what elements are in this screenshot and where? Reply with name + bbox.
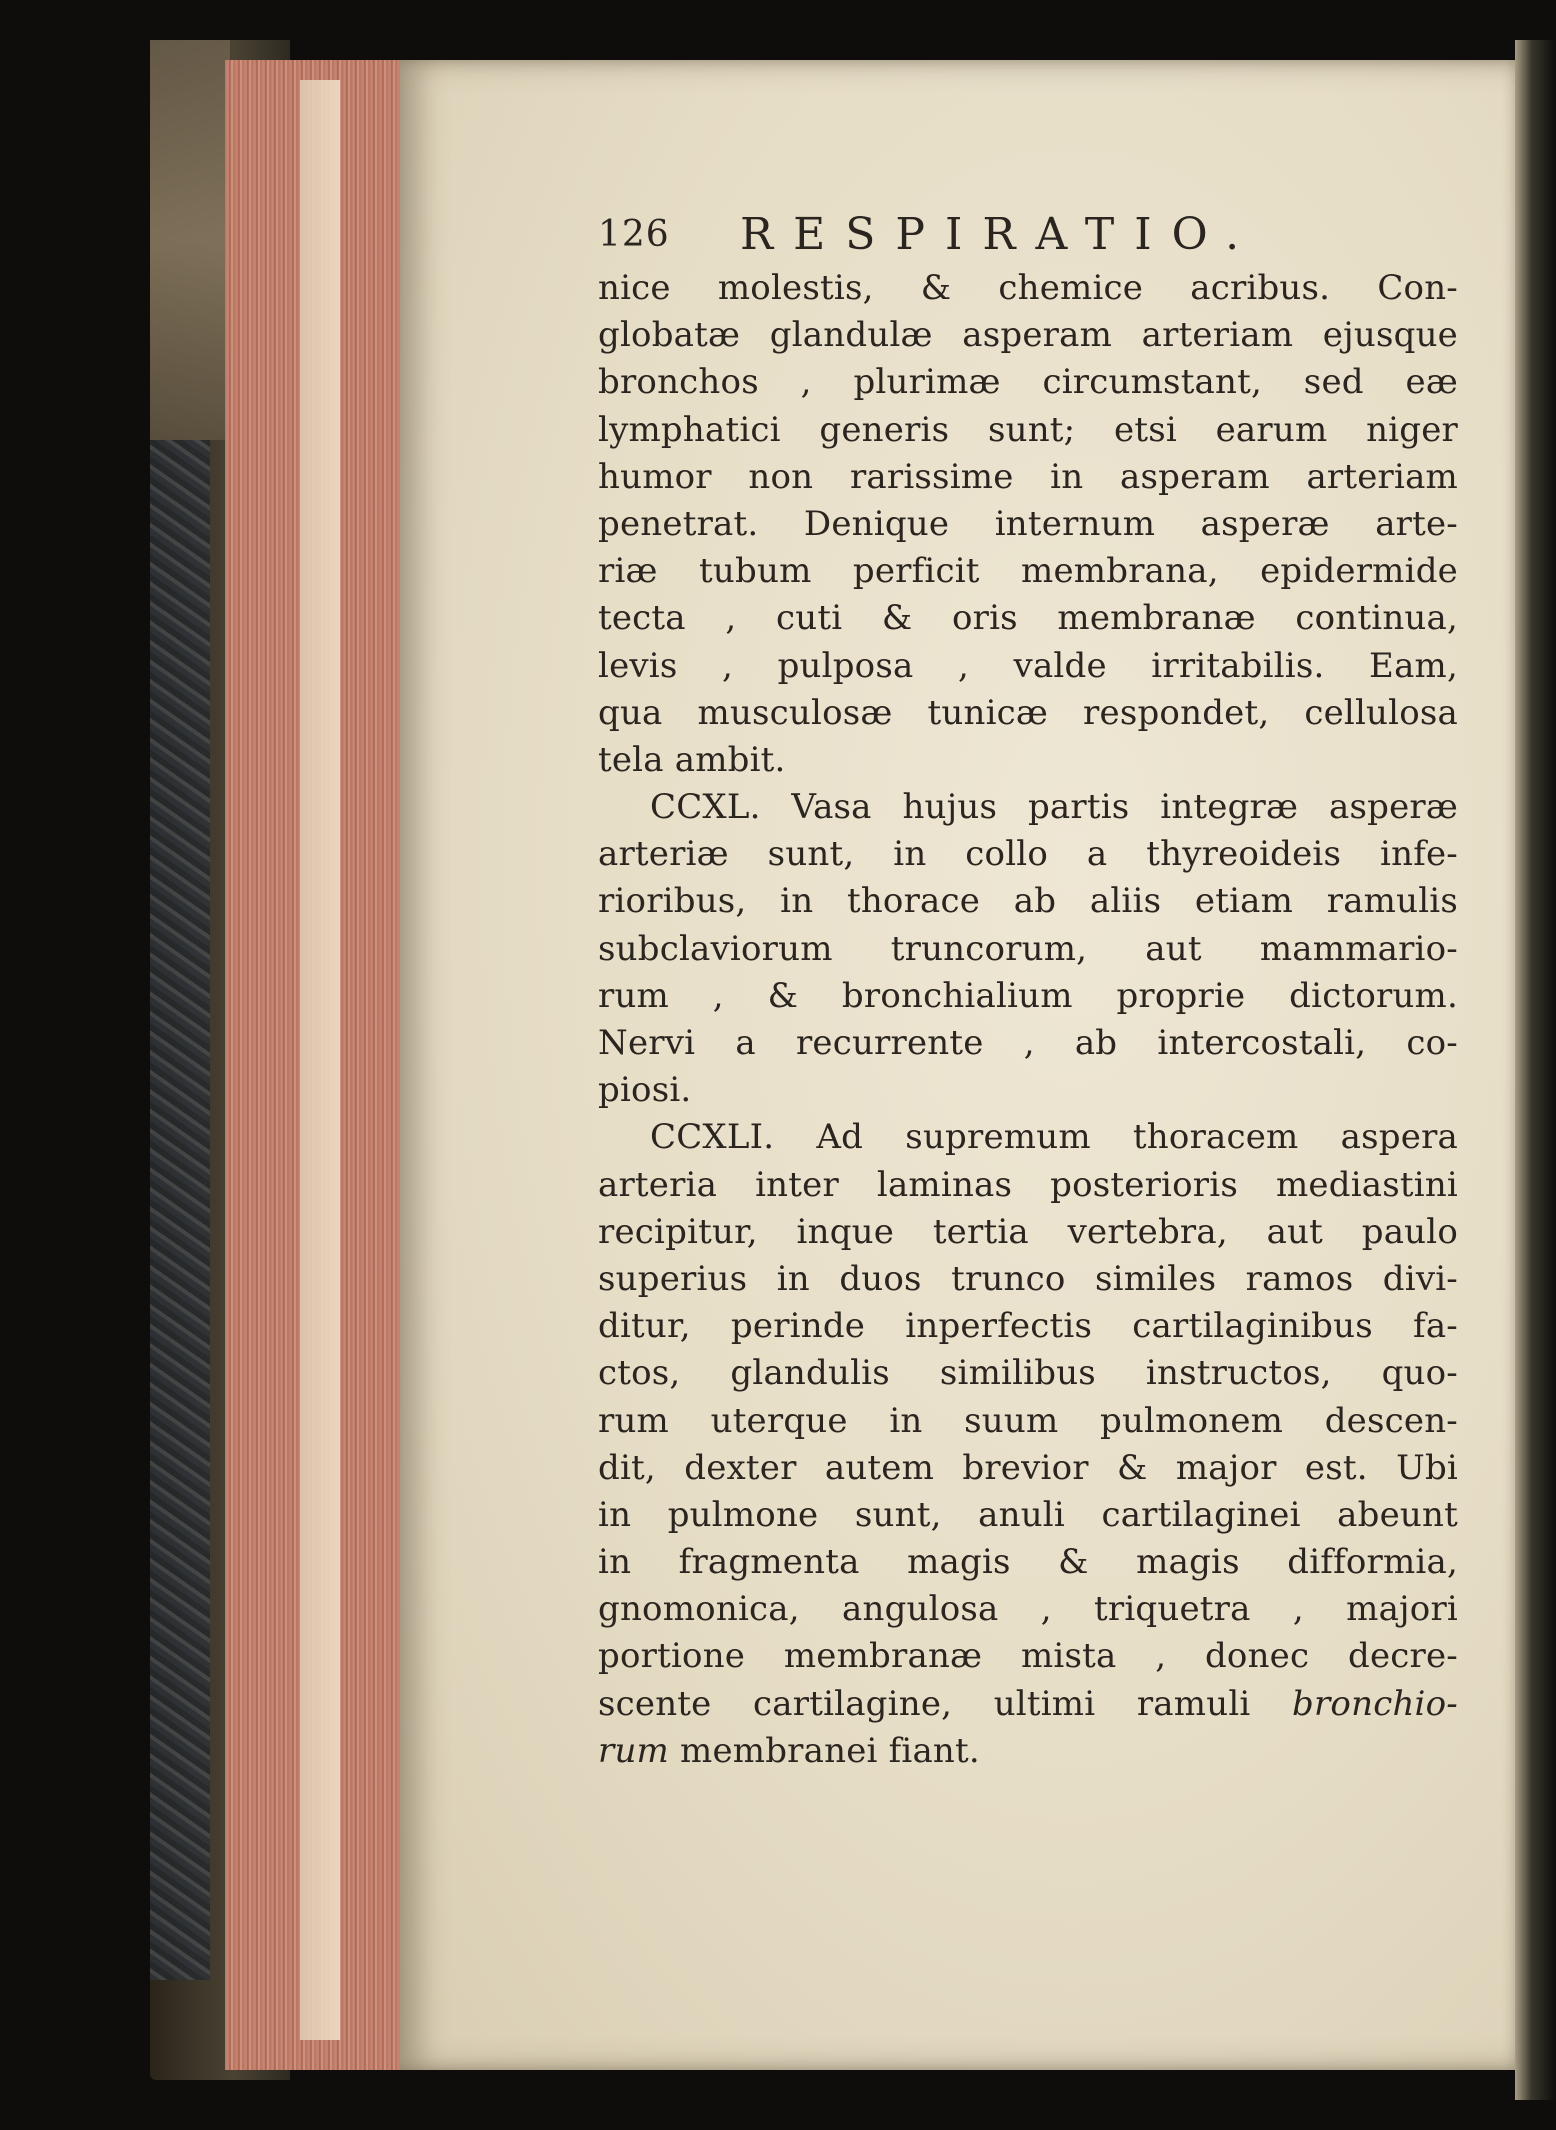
text-line xyxy=(598,1350,1458,1397)
line-text: scente cartilagine, ultimi ramuli xyxy=(598,1683,1251,1724)
line-text: lymphatici generis sunt; etsi earum niger xyxy=(598,409,1458,450)
text-line xyxy=(598,690,1458,737)
text-line xyxy=(598,1633,1458,1680)
text-line xyxy=(598,407,1458,454)
line-text: tecta , cuti & oris membranæ continua, xyxy=(598,598,1458,639)
text-line xyxy=(598,265,1458,312)
text-line xyxy=(598,359,1458,406)
line-text: CCXLI. Ad supremum thoracem aspera xyxy=(650,1117,1458,1158)
line-text: riæ tubum perficit membrana, epidermide xyxy=(598,551,1458,592)
text-line xyxy=(598,1398,1458,1445)
cover-leather xyxy=(150,40,230,440)
text-line xyxy=(598,784,1458,831)
page-number: 126 xyxy=(598,214,670,255)
line-text: rum , & bronchialium proprie dictorum. xyxy=(598,975,1458,1016)
body-text xyxy=(598,265,1458,1775)
line-text: penetrat. Denique internum asperæ arte- xyxy=(598,503,1458,544)
text-line xyxy=(598,1728,1458,1775)
line-text: subclaviorum truncorum, aut mammario- xyxy=(598,928,1458,969)
cover-marbled-paper xyxy=(150,440,210,1980)
page-edges-highlight xyxy=(300,80,340,2040)
text-block xyxy=(598,205,1458,1775)
text-line xyxy=(598,1256,1458,1303)
text-line xyxy=(598,1209,1458,1256)
text-line xyxy=(598,1445,1458,1492)
line-text: recipitur, inque tertia vertebra, aut paulo xyxy=(598,1211,1458,1252)
line-text: globatæ glandulæ asperam arteriam ejusque xyxy=(598,315,1458,356)
line-text: humor non rarissime in asperam arteriam xyxy=(598,456,1458,497)
text-line xyxy=(598,548,1458,595)
gutter-shadow xyxy=(1515,40,1556,2100)
line-text: rum uterque in suum pulmonem descen- xyxy=(598,1400,1458,1441)
line-text: arteriæ sunt, in collo a thyreoideis infe- xyxy=(598,834,1458,875)
italic-word: rum xyxy=(598,1730,669,1771)
line-text: gnomonica, angulosa , triquetra , majori xyxy=(598,1589,1458,1630)
line-text: Nervi a recurrente , ab intercostali, co- xyxy=(598,1023,1458,1063)
line-text: nice molestis, & chemice acribus. Con- xyxy=(598,268,1458,308)
text-line xyxy=(598,737,1458,784)
line-text: in fragmenta magis & magis difformia, xyxy=(598,1542,1458,1583)
text-line xyxy=(598,1492,1458,1539)
line-text: superius in duos trunco similes ramos divi- xyxy=(598,1258,1458,1299)
italic-word: bronchio- xyxy=(1292,1683,1458,1724)
text-line xyxy=(598,1303,1458,1350)
text-line xyxy=(598,1586,1458,1633)
text-line xyxy=(598,926,1458,973)
line-text: levis , pulposa , valde irritabilis. Eam, xyxy=(598,645,1458,686)
line-text: piosi. xyxy=(598,1070,692,1111)
line-text: membranei fiant. xyxy=(680,1730,980,1771)
text-line xyxy=(598,312,1458,359)
text-line xyxy=(598,595,1458,642)
line-text: tela ambit. xyxy=(598,739,786,780)
line-text: CCXL. Vasa hujus partis integræ asperæ xyxy=(650,787,1458,828)
line-text: in pulmone sunt, anuli cartilaginei abeunt xyxy=(598,1494,1458,1535)
line-text: ctos, glandulis similibus instructos, quo- xyxy=(598,1353,1458,1394)
line-text: dit, dexter autem brevior & major est. Ubi xyxy=(598,1447,1458,1488)
text-line xyxy=(598,831,1458,878)
line-text: bronchos , plurimæ circumstant, sed eæ xyxy=(598,362,1458,403)
running-head: RESPIRATIO. xyxy=(740,209,1260,260)
text-line xyxy=(598,1020,1458,1067)
text-line xyxy=(598,1067,1458,1114)
line-text: arteria inter laminas posterioris mediastini xyxy=(598,1164,1458,1205)
text-line xyxy=(598,1681,1458,1728)
line-text: qua musculosæ tunicæ respondet, cellulosa xyxy=(598,692,1458,733)
text-line xyxy=(598,1114,1458,1161)
text-line xyxy=(598,454,1458,501)
text-line xyxy=(598,1539,1458,1586)
line-text: ditur, perinde inperfectis cartilaginibus fa- xyxy=(598,1306,1458,1347)
text-line xyxy=(598,1162,1458,1209)
page-header xyxy=(598,205,1458,265)
text-line xyxy=(598,643,1458,690)
text-line xyxy=(598,973,1458,1020)
text-line xyxy=(598,878,1458,925)
text-line xyxy=(598,501,1458,548)
line-text: portione membranæ mista , donec decre- xyxy=(598,1636,1458,1677)
line-text: rioribus, in thorace ab aliis etiam ramulis xyxy=(598,881,1458,922)
